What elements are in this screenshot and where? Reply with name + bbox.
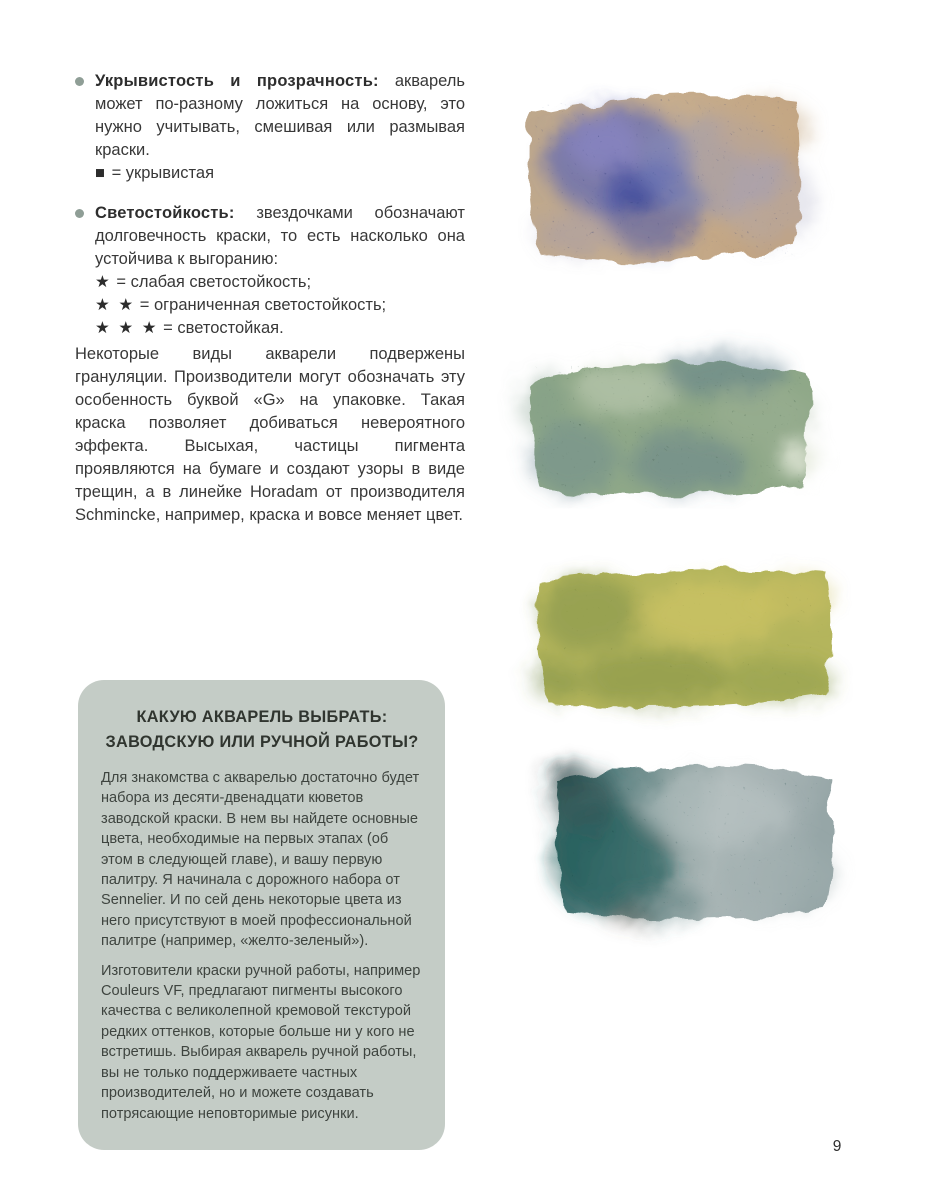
bullet-term: Светостойкость: bbox=[95, 204, 235, 222]
watercolor-swatch-yellow-green bbox=[525, 558, 840, 712]
bullet-term: Укрывистость и прозрачность: bbox=[95, 72, 379, 90]
legend-line bbox=[95, 271, 465, 294]
watercolor-swatch-ultramarine bbox=[517, 82, 813, 282]
bullet-dot-icon bbox=[75, 77, 84, 86]
info-box bbox=[78, 680, 445, 1150]
three-stars-icon: ★ ★ ★ bbox=[95, 319, 159, 337]
list-item bbox=[75, 70, 465, 185]
legend-label: = укрывистая bbox=[111, 164, 215, 182]
granulation-paragraph: Некоторые виды акварели подвержены грануляции. Производители могут обозначать эту особенность буквой «G» на упаковке. Такая краска позволяет добиваться невероятного эффекта. Высыхая, частицы пигмента проявляются на бумаге и создают узоры в виде трещин, а в линейке Horadam от производителя Schmincke, например, краска и вовсе меняет цвет. bbox=[75, 345, 465, 524]
two-stars-icon: ★ ★ bbox=[95, 296, 136, 314]
bullet-dot-icon bbox=[75, 209, 84, 218]
legend-line bbox=[95, 294, 465, 317]
bullet-description: звездочками обозначают долговечность краски, то есть насколько она устойчива к выгоранию: bbox=[95, 204, 465, 268]
watercolor-swatch-teal-grey bbox=[537, 755, 843, 928]
legend-label: = слабая светостойкость; bbox=[116, 273, 312, 291]
legend-line bbox=[95, 162, 465, 185]
feature-bullet-list bbox=[75, 70, 465, 357]
one-star-icon: ★ bbox=[95, 273, 112, 291]
legend-label: = светостойкая. bbox=[163, 319, 284, 337]
list-item bbox=[75, 202, 465, 340]
bullet-body bbox=[95, 70, 465, 185]
legend-line bbox=[95, 317, 465, 340]
info-box-title-line2: ЗАВОДСКУЮ ИЛИ РУЧНОЙ РАБОТЫ? bbox=[105, 733, 419, 751]
legend-label: = ограниченная светостойкость; bbox=[139, 296, 387, 314]
bullet-description: акварель может по-разному ложиться на основу, это нужно учитывать, смешивая или размывая краски. bbox=[95, 72, 465, 159]
info-box-paragraph: Для знакомства с акварелью достаточно будет набора из десяти-двенадцати кюветов заводской краски. В нем вы найдете основные цвета, необходимые на первых этапах (об этом в следующей главе), и вашу первую палитру. Я начинала с дорожного набора от Sennelier. И по сей день некоторые цвета из него присутствуют в моей профессиональной палитре (например, «желто-зеленый»). bbox=[101, 770, 420, 950]
bullet-paragraph bbox=[95, 202, 465, 271]
bullet-body bbox=[95, 202, 465, 340]
info-box-paragraph: Изготовители краски ручной работы, например Couleurs VF, предлагают пигменты высокого качества с великолепной кремовой текстурой редких оттенков, которые больше ни у кого не встретишь. Выбирая акварель ручной работы, вы не только поддерживаете частных производителей, но и можете создавать потрясающие неповторимые рисунки. bbox=[101, 962, 421, 1122]
info-box-title-line1: КАКУЮ АКВАРЕЛЬ ВЫБРАТЬ: bbox=[136, 708, 388, 726]
page-number: 9 bbox=[832, 1138, 842, 1155]
opaque-square-icon: ■ bbox=[95, 164, 107, 182]
info-box-title bbox=[101, 705, 423, 755]
bullet-paragraph bbox=[95, 70, 465, 162]
watercolor-swatch-sage-green bbox=[513, 345, 818, 505]
